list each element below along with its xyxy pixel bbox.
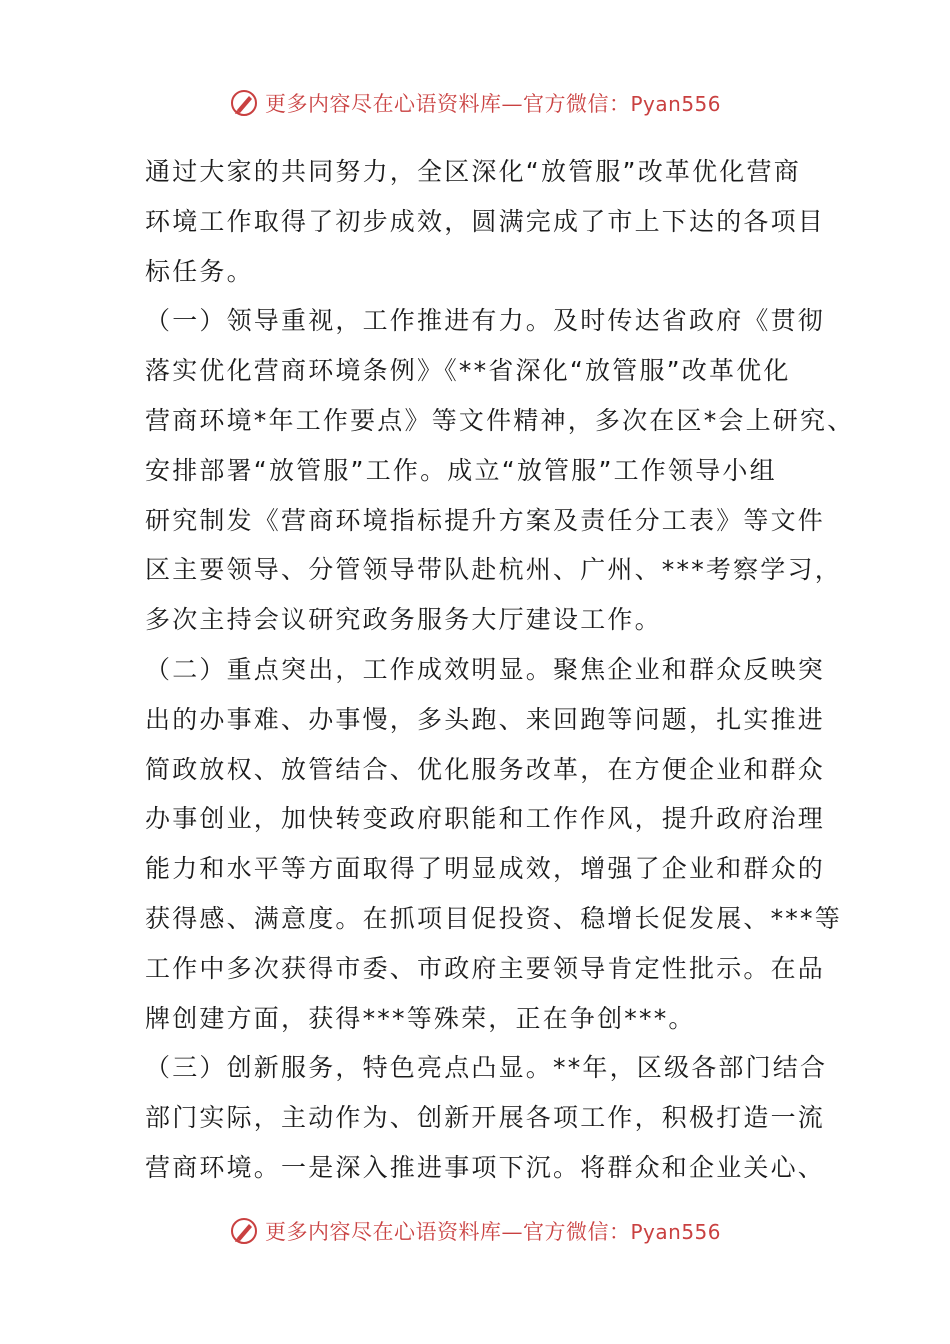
- text-line: 能力和水平等方面取得了明显成效，增强了企业和群众的: [145, 854, 826, 884]
- footer-watermark: [0, 1211, 950, 1251]
- text-line: 通过大家的共同努力，全区深化“放管服”改革优化营商: [145, 157, 801, 186]
- watermark-dash: —: [501, 1220, 523, 1244]
- text-line: 多次主持会议研究政务服务大厅建设工作。: [145, 605, 662, 635]
- text-line: 牌创建方面，获得***等殊荣，正在争创***。: [145, 1003, 696, 1033]
- text-line: （二）重点突出，工作成效明显。聚焦企业和群众反映突: [145, 654, 826, 684]
- watermark-dash: —: [501, 92, 523, 116]
- watermark-text: [265, 1216, 721, 1246]
- document-body: [145, 147, 855, 1193]
- pen-logo-icon: [229, 1216, 259, 1246]
- text-line: （三）创新服务，特色亮点凸显。**年，区级各部门结合: [145, 1053, 828, 1083]
- text-line: 出的办事难、办事慢，多头跑、来回跑等问题，扎实推进: [145, 704, 826, 734]
- text-line: 获得感、满意度。在抓项目促投资、稳增长促发展、***等: [145, 903, 842, 933]
- text-line: 营商环境*年工作要点》等文件精神，多次在区*会上研究、: [145, 405, 855, 435]
- text-line: 工作中多次获得市委、市政府主要领导肯定性批示。在品: [145, 953, 826, 983]
- text-line: 办事创业，加快转变政府职能和工作作风，提升政府治理: [145, 804, 826, 834]
- text-line: 安排部署“放管服”工作。成立“放管服”工作领导小组: [145, 455, 777, 485]
- text-line: 落实优化营商环境条例》《**省深化“放管服”改革优化: [145, 356, 791, 386]
- header-watermark: [0, 83, 950, 123]
- watermark-contact-id: Pyan556: [630, 92, 721, 116]
- text-line: 研究制发《营商环境指标提升方案及责任分工表》等文件: [145, 505, 826, 535]
- pen-logo-icon: [229, 88, 259, 118]
- text-line: 环境工作取得了初步成效，圆满完成了市上下达的各项目: [145, 206, 826, 236]
- watermark-text: [265, 88, 721, 118]
- watermark-brand: 更多内容尽在心语资料库: [264, 1220, 502, 1244]
- watermark-brand: 更多内容尽在心语资料库: [264, 92, 502, 116]
- text-line: 部门实际，主动作为、创新开展各项工作，积极打造一流: [145, 1103, 826, 1133]
- text-line: 标任务。: [145, 256, 254, 286]
- text-line: 营商环境。一是深入推进事项下沉。将群众和企业关心、: [145, 1152, 826, 1182]
- watermark-contact-label: 官方微信：: [522, 92, 631, 116]
- watermark-contact-label: 官方微信：: [522, 1220, 631, 1244]
- text-line: （一）领导重视，工作推进有力。及时传达省政府《贯彻: [145, 306, 826, 336]
- watermark-contact-id: Pyan556: [630, 1220, 721, 1244]
- text-line: 区主要领导、分管领导带队赴杭州、广州、***考察学习，: [145, 555, 842, 585]
- text-line: 简政放权、放管结合、优化服务改革，在方便企业和群众: [145, 754, 826, 784]
